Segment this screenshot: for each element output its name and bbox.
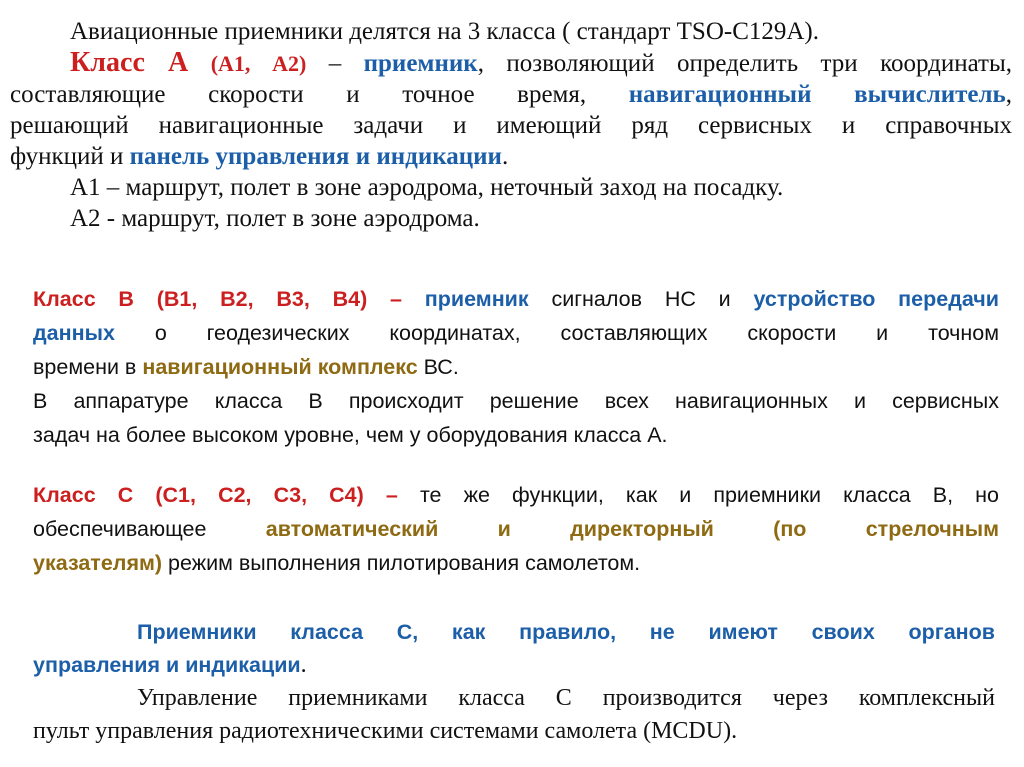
class-b-device: устройство передачи [753, 287, 999, 311]
class-a-line-2-end: , [1005, 81, 1013, 108]
class-a-panel: панель управления и индикации [129, 143, 502, 170]
class-a-line-4-text: функций и [10, 143, 130, 170]
class-c-mcdu-line-2: пульт управления радиотехническими системами самолета (MCDU). [33, 718, 738, 744]
class-a-line-4 [10, 141, 1012, 172]
class-b-line-5: задач на более высоком уровне, чем у оборудования класса А. [33, 423, 668, 447]
class-a-line-1 [10, 47, 1012, 79]
class-c-note-line-2 [33, 649, 995, 682]
class-c-line-2 [33, 512, 999, 546]
class-b-line-3 [33, 350, 999, 384]
class-c-line-1 [33, 478, 999, 512]
class-b-nav-complex: навигационный комплекс [142, 355, 418, 379]
class-b-line-2-rest: о геодезических координатах, составляющих скорости и точном [114, 321, 999, 345]
class-b-receiver: приемник [424, 287, 529, 311]
class-a2-line: А2 - маршрут, полет в зоне аэродрома. [70, 205, 480, 232]
class-a-dash: – [306, 50, 364, 77]
class-b-section [33, 282, 999, 452]
class-c-notes [33, 616, 995, 748]
class-c-section [33, 478, 999, 580]
class-c-line-2-text: обеспечивающее [33, 517, 266, 541]
class-c-line-1-rest: те же функции, как и приемники класса В, но [397, 483, 999, 507]
class-a-receiver: приемник [363, 50, 478, 77]
class-a-line-2 [10, 79, 1012, 110]
class-a-heading: Класс А [70, 47, 189, 78]
intro-line: Авиационные приемники делятся на 3 класса ( стандарт TSO-C129A). [70, 18, 819, 45]
class-c-auto-mode: автоматический и директорный (по стрелочным [265, 517, 999, 541]
class-b-line-3-end: ВС. [417, 355, 459, 379]
class-a-subclasses: (А1, А2) [210, 51, 307, 76]
class-a-line-1-rest: , позволяющий определить три координаты, [477, 50, 1013, 77]
class-a-line-4-end: . [501, 143, 509, 170]
class-b-line-4: В аппаратуре класса В происходит решение всех навигационных и сервисных [33, 389, 999, 413]
class-c-mcdu-line-1: Управление приемниками класса С производится через комплексный [137, 685, 995, 711]
class-c-line-3 [33, 546, 999, 580]
class-b-heading: Класс В (В1, В2, В3, В4) – [33, 287, 402, 311]
class-c-note-line-1: Приемники класса С, как правило, не имеют своих органов [137, 620, 995, 644]
class-b-line-1 [33, 282, 999, 316]
class-b-line-3-text: времени в [33, 355, 143, 379]
class-a-line-2-text: составляющие скорости и точное время, [10, 81, 587, 108]
class-b-device-cont: данных [33, 321, 115, 345]
class-b-line-1-mid: сигналов НС и [528, 287, 754, 311]
class-c-line-3-rest: режим выполнения пилотирования самолетом. [162, 551, 641, 575]
class-a-nav-computer: навигационный вычислитель [628, 81, 1006, 108]
class-a1-line: А1 – маршрут, полет в зоне аэродрома, неточный заход на посадку. [70, 174, 784, 201]
class-a-line-3: решающий навигационные задачи и имеющий ряд сервисных и справочных [10, 112, 1012, 139]
class-c-note-controls: управления и индикации [33, 653, 301, 677]
class-a-section [10, 16, 1012, 234]
class-c-heading: Класс С (С1, С2, С3, С4) – [33, 483, 398, 507]
class-b-line-2 [33, 316, 999, 350]
class-c-note-end: . [300, 652, 307, 678]
class-c-auto-mode-cont: указателям) [33, 551, 163, 575]
